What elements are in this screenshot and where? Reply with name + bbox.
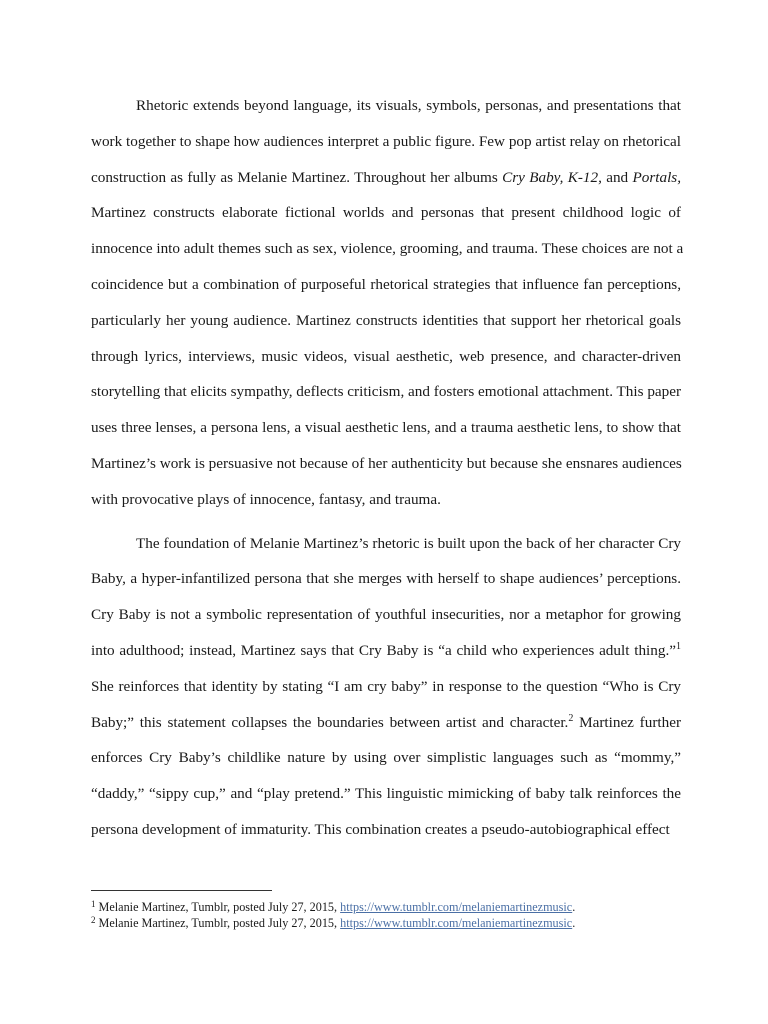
footnote-1-end: .: [572, 900, 576, 914]
footnote-2-end: .: [572, 916, 576, 930]
text-run: She reinforces that identity by stating “I am cry baby” in response to the question “Who is Cry: [91, 677, 681, 695]
text-run: coincidence but a combination of purposeful rhetorical strategies that influence fan perceptions,: [91, 275, 681, 293]
text-line: [91, 561, 681, 597]
text-run: Martinez further: [573, 713, 681, 731]
text-run: Martinez’s work is persuasive not because of her authenticity but because she ensnares audiences: [91, 454, 682, 472]
text-line: [91, 597, 681, 633]
text-line: [91, 410, 681, 446]
text-run: into adulthood; instead, Martinez says that Cry Baby is “a child who experiences adult thing.”: [91, 641, 676, 659]
text-line: [91, 740, 681, 776]
text-run: Baby;” this statement collapses the boundaries between artist and character.: [91, 713, 569, 731]
text-line: [91, 705, 681, 741]
text-run: construction as fully as Melanie Martinez. Throughout her albums: [91, 168, 503, 186]
text-line: [91, 339, 681, 375]
footnote-ref: 1: [676, 640, 681, 652]
text-run: work together to shape how audiences interpret a public figure. Few pop artist relay on rhetorical: [91, 132, 681, 150]
text-run: with provocative plays of innocence, fantasy, and trauma.: [91, 490, 441, 508]
footnotes: [91, 899, 691, 931]
text-run: storytelling that elicits sympathy, deflects criticism, and fosters emotional attachment. This paper: [91, 383, 682, 401]
footnote-1: [91, 899, 691, 915]
footnote-1-text: Melanie Martinez, Tumblr, posted July 27, 2015,: [95, 900, 341, 914]
text-line: [91, 231, 684, 267]
text-run: enforces Cry Baby’s childlike nature by using over simplistic languages such as “mommy,”: [91, 749, 681, 767]
footnote-separator: [91, 890, 272, 891]
paragraph-1: [91, 88, 684, 518]
text-line: [91, 267, 681, 303]
footnote-1-link[interactable]: https://www.tumblr.com/melaniemartinezmusic: [340, 900, 573, 914]
text-run: and: [601, 168, 633, 186]
text-line: [91, 526, 681, 562]
text-run: persona development of immaturity. This combination creates a pseudo-autobiographical effect: [91, 820, 670, 838]
footnote-2: [91, 915, 691, 931]
italic-title: Cry Baby, K-12,: [502, 168, 602, 186]
text-run: Rhetoric extends beyond language, its visuals, symbols, personas, and presentations that: [136, 97, 681, 114]
footnote-2-link[interactable]: https://www.tumblr.com/melaniemartinezmusic: [340, 916, 573, 930]
text-line: [91, 482, 681, 518]
text-run: The foundation of Melanie Martinez’s rhetoric is built upon the back of her character Cry: [136, 534, 681, 552]
text-line: [91, 160, 681, 196]
text-run: Cry Baby is not a symbolic representation of youthful insecurities, nor a metaphor for growing: [91, 606, 681, 624]
footnote-2-text: Melanie Martinez, Tumblr, posted July 27, 2015,: [95, 916, 341, 930]
text-line: [91, 776, 681, 812]
text-line: [91, 303, 681, 339]
text-run: particularly her young audience. Martinez constructs identities that support her rhetorical goals: [91, 311, 681, 329]
text-run: through lyrics, interviews, music videos, visual aesthetic, web presence, and character-driven: [91, 347, 681, 365]
italic-title: Portals,: [632, 168, 681, 186]
body-text: [91, 88, 684, 848]
text-run: uses three lenses, a persona lens, a visual aesthetic lens, and a trauma aesthetic lens, to show that: [91, 419, 681, 437]
text-run: Baby, a hyper-infantilized persona that she merges with herself to shape audiences’ perceptions.: [91, 570, 681, 588]
text-line: [91, 446, 681, 482]
text-run: “daddy,” “sippy cup,” and “play pretend.” This linguistic mimicking of baby talk reinforces the: [91, 785, 681, 803]
text-run: Martinez constructs elaborate fictional worlds and personas that present childhood logic of: [91, 204, 681, 222]
footnote-2-number: 2: [91, 915, 96, 925]
text-run: innocence into adult themes such as sex, violence, grooming, and trauma. These choices are not a: [91, 240, 684, 258]
text-line: [91, 812, 681, 848]
text-line: [91, 374, 681, 410]
text-line: [91, 88, 681, 124]
text-line: [91, 124, 681, 160]
footnote-ref: 2: [568, 712, 574, 724]
footnote-1-number: 1: [91, 899, 96, 909]
text-line: [91, 669, 681, 705]
text-line: [91, 195, 681, 231]
paragraph-2: [91, 526, 681, 848]
text-line: [91, 633, 681, 669]
